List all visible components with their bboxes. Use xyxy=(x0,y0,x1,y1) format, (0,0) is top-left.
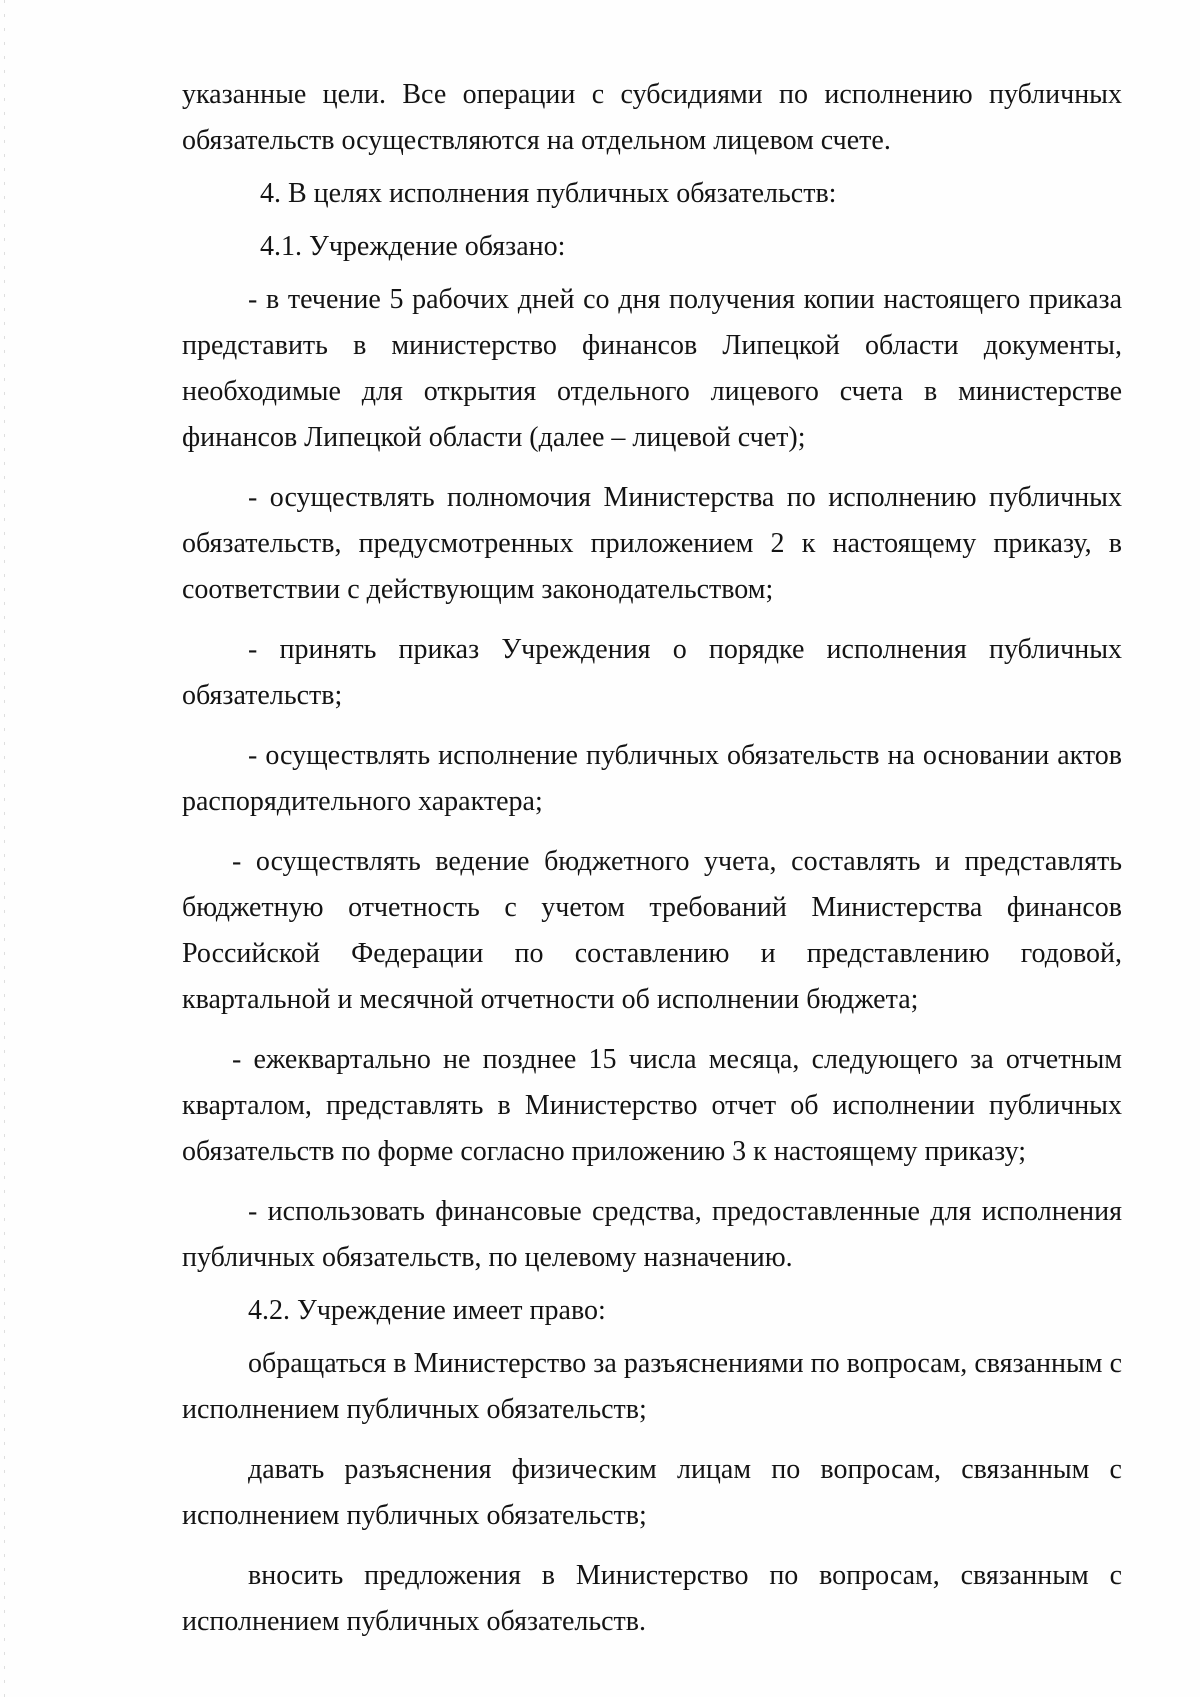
paragraph-item-authority: - осуществлять полномочия Министерства по исполнению публичных обязательств, предусмотренных приложением 2 к настоящему приказу, в соответствии с действующим законодательством; xyxy=(182,482,1122,605)
paragraph-right-clarification: обращаться в Министерство за разъяснениями по вопросам, связанным с исполнением публичных обязательств; xyxy=(182,1348,1122,1425)
paragraph-item-target-use: - использовать финансовые средства, предоставленные для исполнения публичных обязательств, по целевому назначению. xyxy=(182,1196,1122,1273)
paragraph-right-explain: давать разъяснения физическим лицам по вопросам, связанным с исполнением публичных обязательств; xyxy=(182,1454,1122,1531)
paragraph-item-execution: - осуществлять исполнение публичных обязательств на основании актов распорядительного характера; xyxy=(182,740,1122,817)
paragraph-section-4-2: 4.2. Учреждение имеет право: xyxy=(248,1295,606,1326)
paragraph-item-quarterly-report: - ежеквартально не позднее 15 числа месяца, следующего за отчетным кварталом, представлять в Министерство отчет об исполнении публичных обязательств по форме согласно приложению 3 к настоящему приказу; xyxy=(182,1044,1122,1167)
paragraph-right-proposals: вносить предложения в Министерство по вопросам, связанным с исполнением публичных обязательств. xyxy=(182,1560,1122,1637)
paragraph-item-accounting: - осуществлять ведение бюджетного учета, составлять и представлять бюджетную отчетность с учетом требований Министерства финансов Российской Федерации по составлению и представлению годовой, квартальной и месячной отчетности об исполнении бюджета; xyxy=(182,846,1122,1015)
paragraph-continuation: указанные цели. Все операции с субсидиями по исполнению публичных обязательств осуществляются на отдельном лицевом счете. xyxy=(182,79,1122,156)
paragraph-section-4-1: 4.1. Учреждение обязано: xyxy=(260,231,566,262)
document-body xyxy=(182,72,1122,1645)
paragraph-item-open-account: - в течение 5 рабочих дней со дня получения копии настоящего приказа представить в министерство финансов Липецкой области документы, необходимые для открытия отдельного лицевого счета в министерстве финансов Липецкой области (далее – лицевой счет); xyxy=(182,284,1122,453)
paragraph-item-order: - принять приказ Учреждения о порядке исполнения публичных обязательств; xyxy=(182,634,1122,711)
scan-edge-artifact xyxy=(4,0,5,1697)
paragraph-section-4: 4. В целях исполнения публичных обязательств: xyxy=(260,178,837,209)
